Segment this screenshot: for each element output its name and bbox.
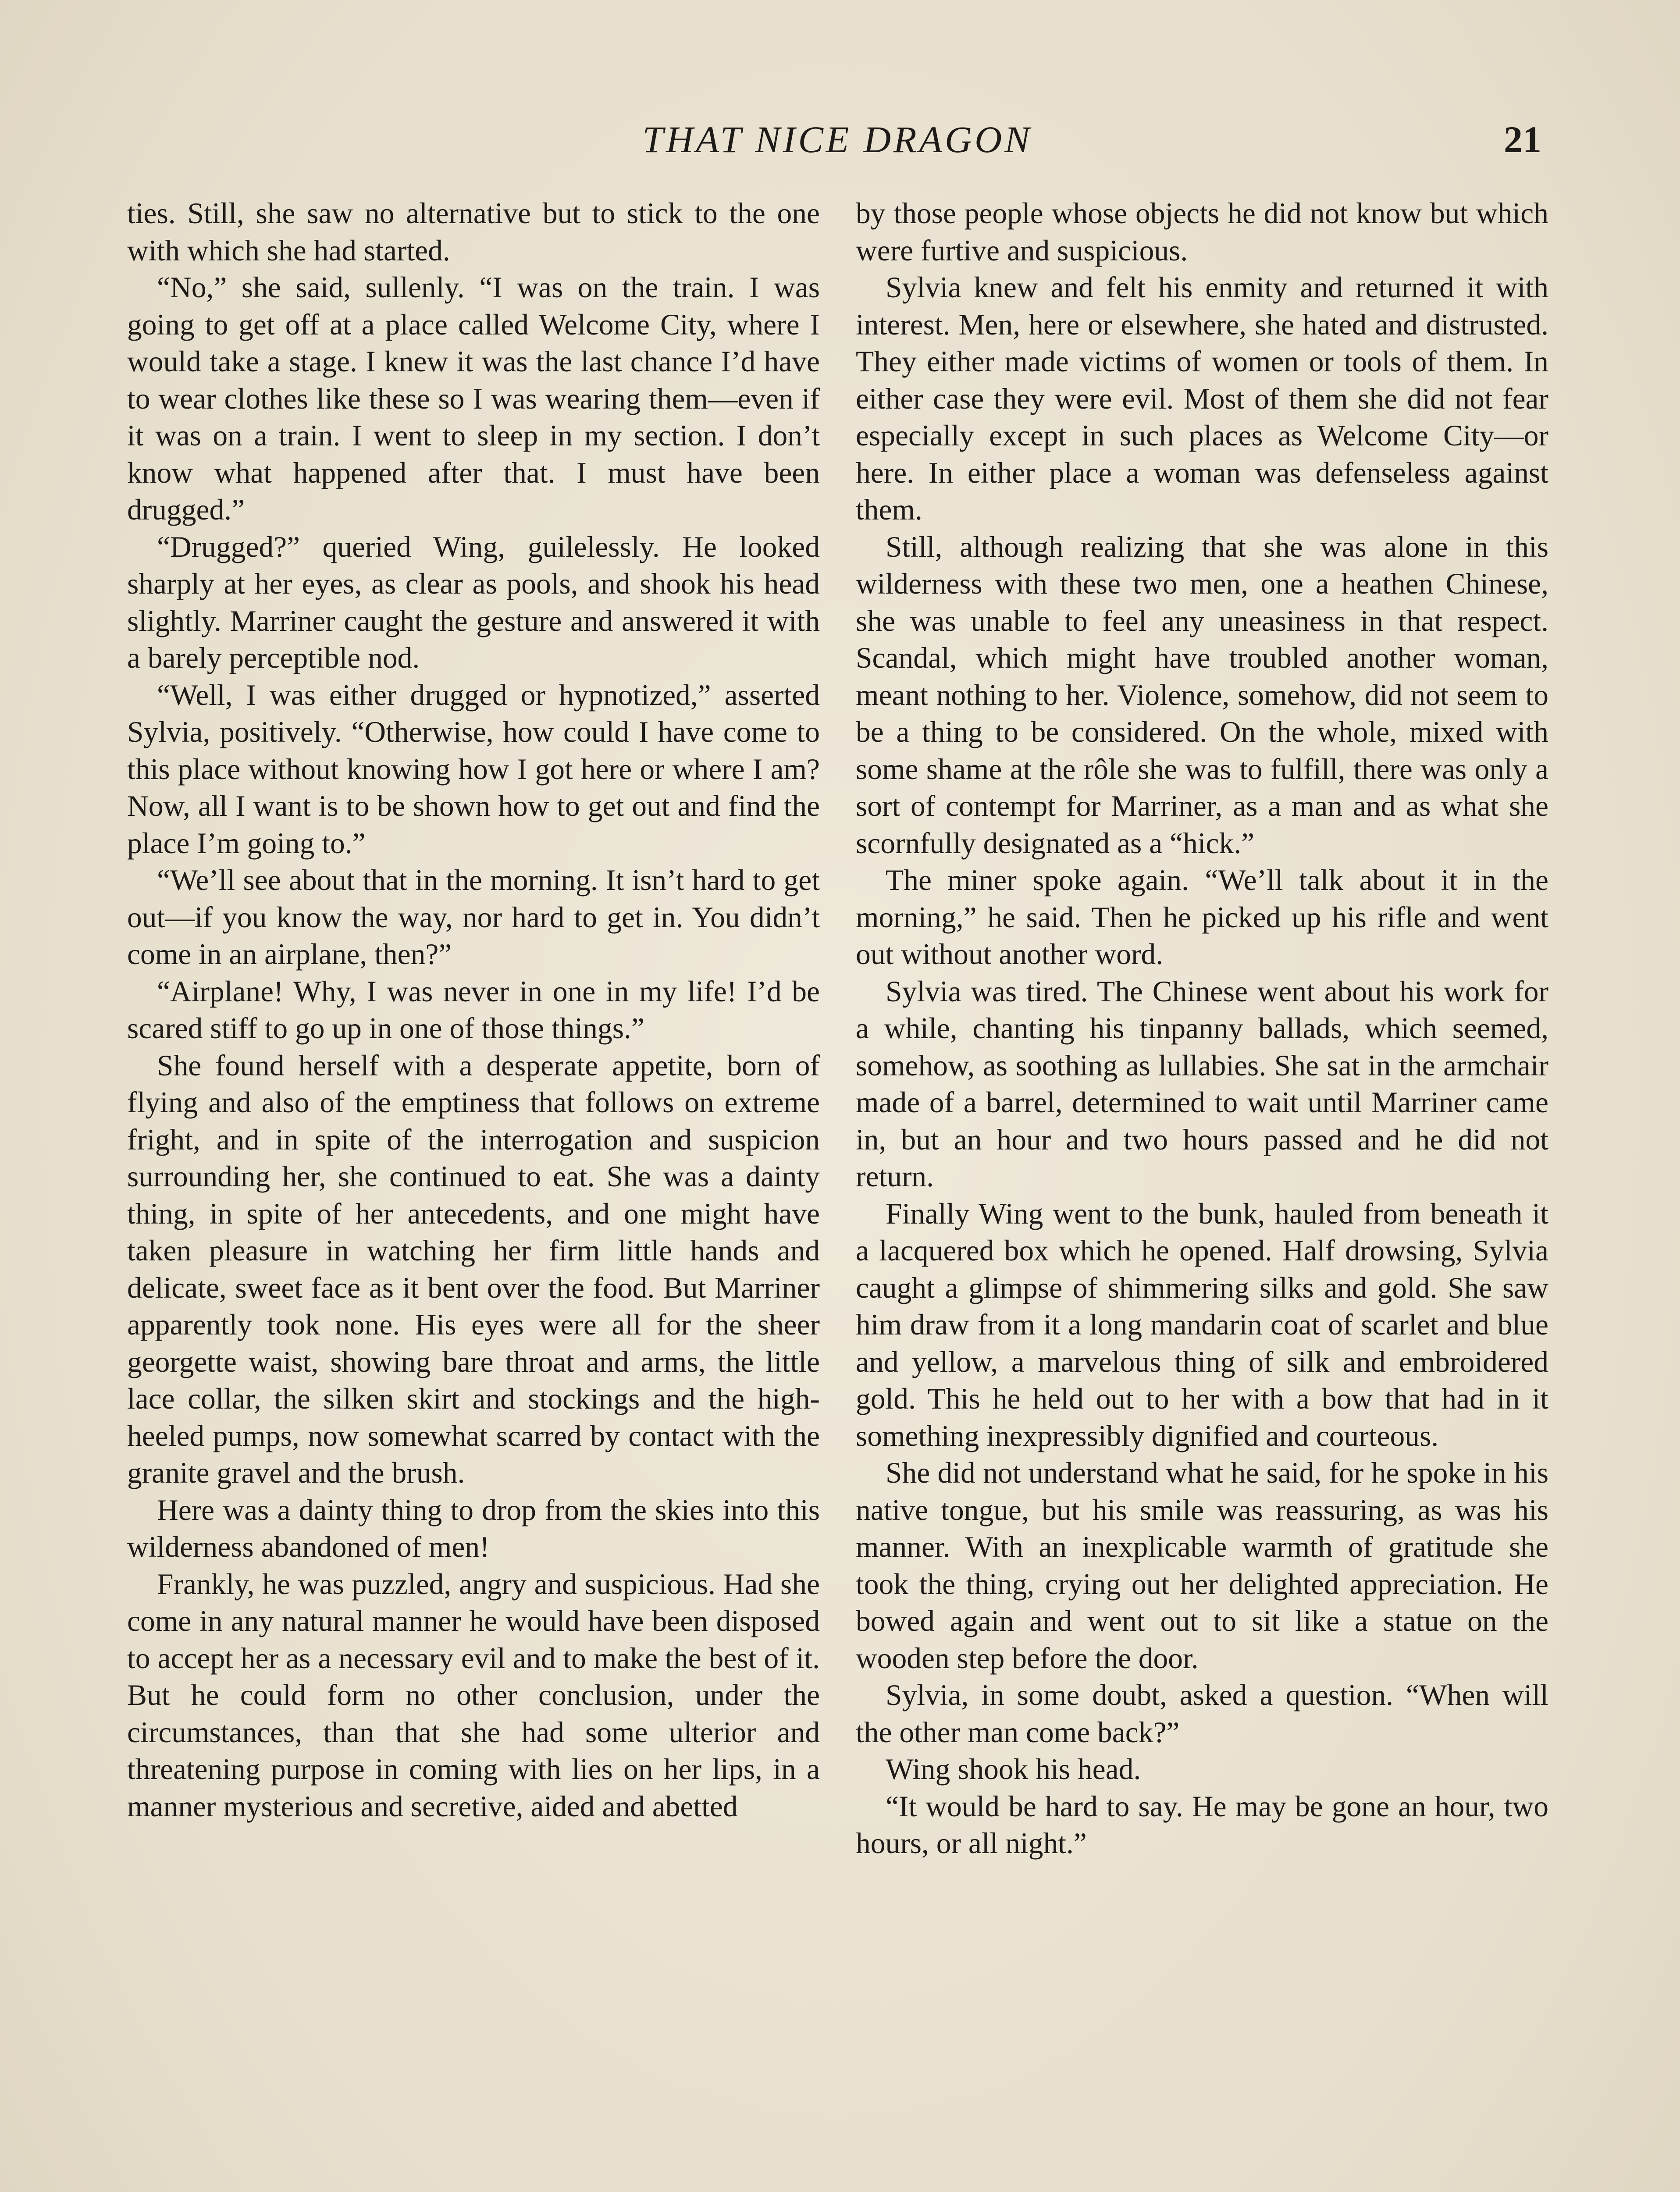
left-column	[127, 195, 820, 1825]
running-title: THAT NICE DRAGON	[642, 118, 1032, 160]
paragraph: Sylvia was tired. The Chinese went about his work for a while, chanting his tinpanny ballads, which seemed, somehow, as soothing as lullabies. She sat in the armchair made of a barrel, determined to wait until Marriner came in, but an hour and two hours passed and he did not return.	[856, 975, 1548, 1193]
paragraph: Frankly, he was puzzled, angry and suspicious. Had she come in any natural manner he would have been disposed to accept her as a necessary evil and to make the best of it. But he could form no other conclusion, under the circumstances, than that she had some ulterior and threatening purpose in coming with lies on her lips, in a manner mysterious and secretive, aided and abetted	[127, 1567, 820, 1823]
paragraph: “Well, I was either drugged or hypnotized,” asserted Sylvia, positively. “Otherwise, how could I have come to this place without knowing how I got here or where I am? Now, all I want is to be shown how to get out and find the place I’m going to.”	[127, 678, 820, 860]
paragraph: “Drugged?” queried Wing, guilelessly. He looked sharply at her eyes, as clear as pools, and shook his head slightly. Marriner caught the gesture and answered it with a barely perceptible nod.	[127, 530, 820, 674]
paragraph: Sylvia, in some doubt, asked a question. “When will the other man come back?”	[856, 1679, 1548, 1749]
paragraph: by those people whose objects he did not know but which were furtive and suspicious.	[856, 197, 1548, 267]
right-column	[856, 195, 1548, 1862]
paragraph: She found herself with a desperate appetite, born of flying and also of the emptiness that follows on extreme fright, and in spite of the interrogation and suspicion surrounding her, she continued to eat. She was a dainty thing, in spite of her antecedents, and one might have taken pleasure in watching her firm little hands and delicate, sweet face as it bent over the food. But Marriner apparently took none. His eyes were all for the sheer georgette waist, showing bare throat and arms, the little lace collar, the silken skirt and stockings and the high-heeled pumps, now somewhat scarred by contact with the granite gravel and the brush.	[127, 1049, 820, 1489]
page-number: 21	[1504, 118, 1541, 160]
paragraph: Sylvia knew and felt his enmity and returned it with interest. Men, here or elsewhere, she hated and distrusted. They either made victims of women or tools of them. In either case they were evil. Most of them she did not fear especially except in such places as Welcome City—or here. In either place a woman was defenseless against them.	[856, 271, 1548, 526]
paragraph: The miner spoke again. “We’ll talk about it in the morning,” he said. Then he picked up his rifle and went out without another word.	[856, 864, 1548, 971]
paragraph: Finally Wing went to the bunk, hauled from beneath it a lacquered box which he opened. Half drowsing, Sylvia caught a glimpse of shimmering silks and gold. She saw him draw from it a long mandarin coat of scarlet and blue and yellow, a marvelous thing of silk and embroidered gold. This he held out to her with a bow that had in it something inexpressibly dignified and courteous.	[856, 1197, 1548, 1452]
page-header	[0, 113, 1680, 166]
paragraph: ties. Still, she saw no alternative but to stick to the one with which she had started.	[127, 197, 820, 267]
paragraph: “We’ll see about that in the morning. It isn’t hard to get out—if you know the way, nor hard to get in. You didn’t come in an airplane, then?”	[127, 864, 820, 971]
paragraph: Wing shook his head.	[886, 1753, 1141, 1786]
paragraph: “No,” she said, sullenly. “I was on the train. I was going to get off at a place called Welcome City, where I would take a stage. I knew it was the last chance I’d have to wear clothes like these so I was wearing them—even if it was on a train. I went to sleep in my section. I don’t know what happened after that. I must have been drugged.”	[127, 271, 820, 526]
paragraph: “Airplane! Why, I was never in one in my life! I’d be scared stiff to go up in one of those things.”	[127, 975, 820, 1045]
paragraph: “It would be hard to say. He may be gone an hour, two hours, or all night.”	[856, 1790, 1548, 1860]
paragraph: Still, although realizing that she was alone in this wilderness with these two men, one a heathen Chinese, she was unable to feel any uneasiness in that respect. Scandal, which might have troubled another woman, meant nothing to her. Violence, somehow, did not seem to be a thing to be considered. On the whole, mixed with some shame at the rôle she was to fulfill, there was only a sort of contempt for Marriner, as a man and as what she scornfully designated as a “hick.”	[856, 530, 1548, 860]
paragraph: She did not understand what he said, for he spoke in his native tongue, but his smile was reassuring, as was his manner. With an inexplicable warmth of gratitude she took the thing, crying out her delighted appreciation. He bowed again and went out to sit like a statue on the wooden step before the door.	[856, 1456, 1548, 1675]
paragraph: Here was a dainty thing to drop from the skies into this wilderness abandoned of men!	[127, 1493, 820, 1563]
